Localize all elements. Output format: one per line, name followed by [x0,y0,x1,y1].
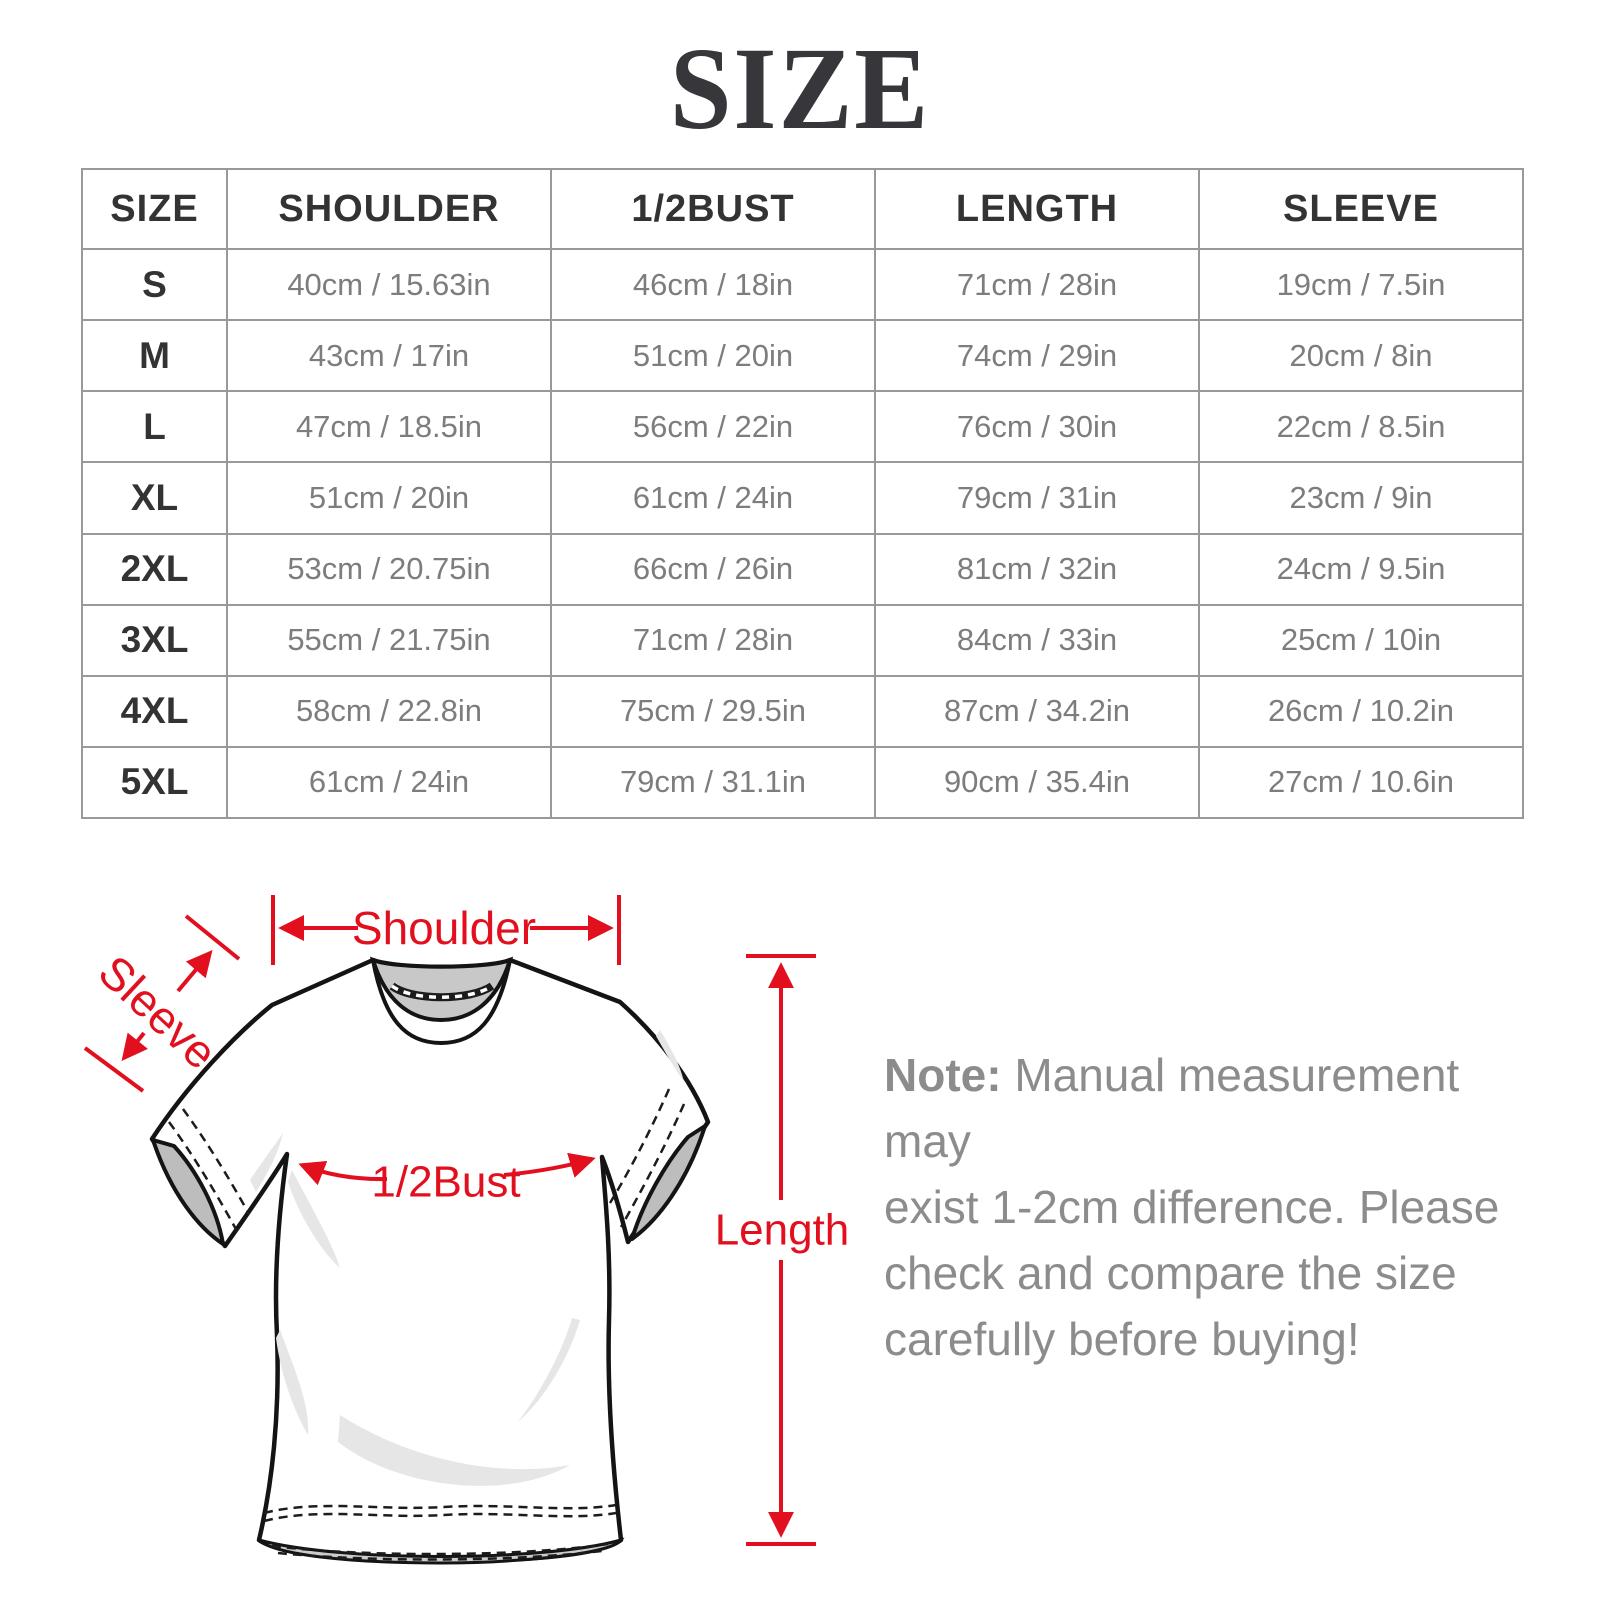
value-cell: 71cm / 28in [875,249,1199,320]
size-cell: 3XL [82,605,227,676]
header-row [82,169,1523,249]
note-text: Manual measurement may [884,1049,1460,1167]
value-cell: 22cm / 8.5in [1199,391,1523,462]
value-cell: 90cm / 35.4in [875,747,1199,818]
size-cell: 5XL [82,747,227,818]
value-cell: 74cm / 29in [875,320,1199,391]
value-cell: 23cm / 9in [1199,462,1523,533]
size-cell: M [82,320,227,391]
note-label: Note: [884,1049,1002,1101]
page-title: SIZE [669,23,931,154]
table-row [82,462,1523,533]
value-cell: 19cm / 7.5in [1199,249,1523,320]
size-cell: 4XL [82,676,227,747]
value-cell: 58cm / 22.8in [227,676,551,747]
header-cell: SIZE [82,169,227,249]
value-cell: 55cm / 21.75in [227,605,551,676]
header-cell: SLEEVE [1199,169,1523,249]
value-cell: 61cm / 24in [551,462,875,533]
table-row [82,391,1523,462]
value-cell: 79cm / 31in [875,462,1199,533]
size-cell: L [82,391,227,462]
table-row [82,747,1523,818]
value-cell: 27cm / 10.6in [1199,747,1523,818]
note-line [884,1042,1544,1174]
value-cell: 25cm / 10in [1199,605,1523,676]
length-label: Length [714,1205,850,1255]
tshirt-outline [152,960,708,1563]
table-row [82,320,1523,391]
table-body [82,249,1523,818]
value-cell: 61cm / 24in [227,747,551,818]
value-cell: 84cm / 33in [875,605,1199,676]
table-row [82,534,1523,605]
value-cell: 40cm / 15.63in [227,249,551,320]
value-cell: 79cm / 31.1in [551,747,875,818]
value-cell: 47cm / 18.5in [227,391,551,462]
value-cell: 81cm / 32in [875,534,1199,605]
note-line: carefully before buying! [884,1313,1360,1365]
tshirt-diagram [40,850,880,1610]
note-block [884,1042,1544,1372]
header-cell: LENGTH [875,169,1199,249]
value-cell: 66cm / 26in [551,534,875,605]
size-table [81,168,1524,819]
size-cell: XL [82,462,227,533]
value-cell: 87cm / 34.2in [875,676,1199,747]
value-cell: 53cm / 20.75in [227,534,551,605]
table-row [82,676,1523,747]
value-cell: 75cm / 29.5in [551,676,875,747]
tshirt-measurement-diagram [40,850,880,1610]
bust-label: 1/2Bust [371,1157,521,1207]
note-line: exist 1-2cm difference. Please [884,1181,1500,1233]
header-cell: 1/2BUST [551,169,875,249]
value-cell: 51cm / 20in [227,462,551,533]
value-cell: 20cm / 8in [1199,320,1523,391]
shoulder-label: Shoulder [351,902,537,954]
value-cell: 56cm / 22in [551,391,875,462]
table-row [82,249,1523,320]
value-cell: 24cm / 9.5in [1199,534,1523,605]
value-cell: 76cm / 30in [875,391,1199,462]
value-cell: 26cm / 10.2in [1199,676,1523,747]
header-cell: SHOULDER [227,169,551,249]
size-cell: 2XL [82,534,227,605]
value-cell: 51cm / 20in [551,320,875,391]
note-line: check and compare the size [884,1247,1457,1299]
size-cell: S [82,249,227,320]
value-cell: 43cm / 17in [227,320,551,391]
value-cell: 71cm / 28in [551,605,875,676]
sleeve-label: Sleeve [88,945,228,1079]
table-row [82,605,1523,676]
value-cell: 46cm / 18in [551,249,875,320]
